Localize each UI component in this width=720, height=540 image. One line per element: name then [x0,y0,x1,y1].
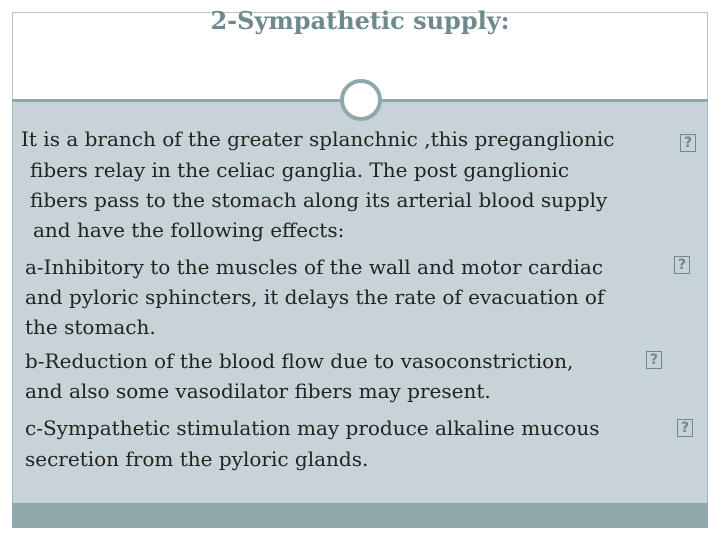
bottom-band [12,503,708,528]
paragraph-line: and have the following effects: [33,218,345,242]
paragraph-line: secretion from the pyloric glands. [25,447,369,471]
missing-glyph-icon: ? [646,351,662,369]
paragraph-line: fibers pass to the stomach along its arterial blood supply [30,188,608,212]
paragraph-line: and pyloric sphincters, it delays the rate of evacuation of [25,285,605,309]
missing-glyph-icon: ? [674,256,690,274]
paragraph-line: a-Inhibitory to the muscles of the wall and motor cardiac [25,255,604,279]
paragraph-line: and also some vasodilator fibers may present. [25,379,491,403]
paragraph-line: It is a branch of the greater splanchnic ,this preganglionic [21,127,615,151]
paragraph-line: c-Sympathetic stimulation may produce alkaline mucous [25,416,600,440]
paragraph-line: fibers relay in the celiac ganglia. The post ganglionic [30,158,570,182]
paragraph-line: b-Reduction of the blood flow due to vasoconstriction, [25,349,574,373]
divider-circle [340,79,382,121]
slide-title: 2-Sympathetic supply: [210,6,510,35]
paragraph-line: the stomach. [25,315,156,339]
missing-glyph-icon: ? [680,134,696,152]
missing-glyph-icon: ? [677,419,693,437]
